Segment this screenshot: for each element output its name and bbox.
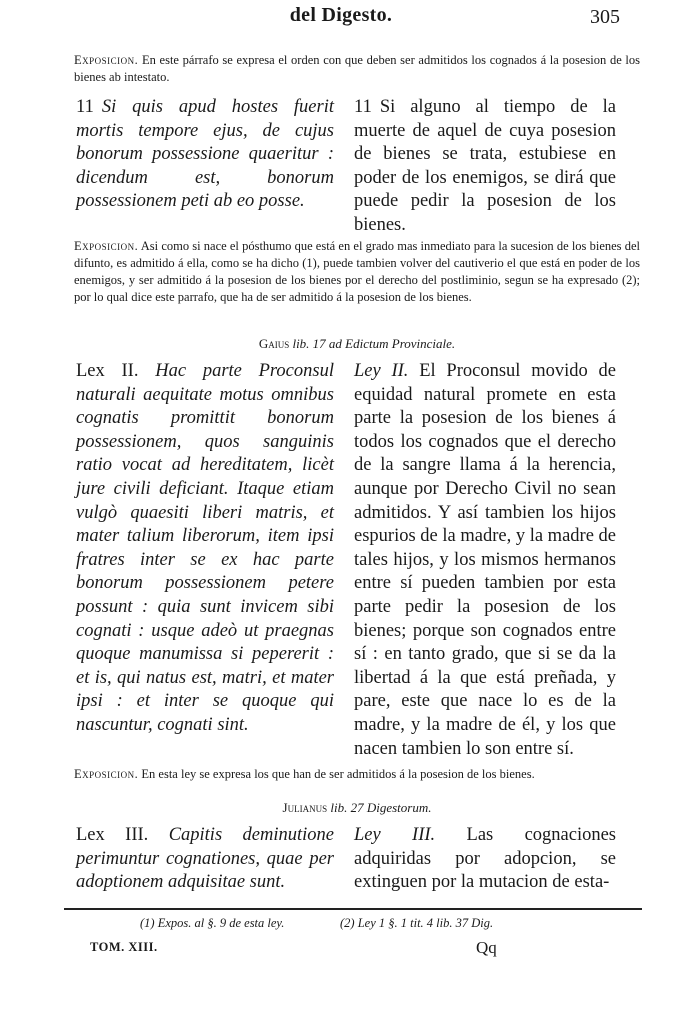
exposicion-3 [74,766,640,783]
latin-lex-2 [76,360,334,738]
exposicion-2 [74,238,640,306]
spanish-ley-3 [354,824,616,895]
reference-author: Gaius [258,336,290,351]
page-number: 305 [590,6,620,28]
ley-heading: Ley II. [354,361,409,381]
footnote-rule [64,908,642,910]
ley-heading: Ley III. [354,825,436,845]
source-reference-gaius [74,336,640,352]
exposicion-label: Exposicion. [74,53,139,67]
latin-lex-3 [76,824,334,895]
spanish-text: Si alguno al tiempo de la muerte de aquel de cuya posesion de bienes se trata, estubiese en poder de los enemigos, se dirá que puede pedir la posesion de los bienes. [354,97,616,235]
reference-work: lib. 17 ad Edictum Provinciale. [292,336,456,351]
exposicion-label: Exposicion. [74,767,139,781]
spanish-text: El Proconsul movido de equidad natural promete en esta parte la posesion de los bienes á todos los cognados que el derecho de la sangre llama á la herencia, aunque por Derecho Civil no sean admitidos. Y así tambien los hijos espurios de la madre, y la madre de tales hijos, y los mismos hermanos entre sí pueden tambien por esta parte pedir la posesion de los bienes; porque son cognados entre sí : en tanto grado, que si se da la libertad á la que está preñada, y pare, este que nace lo es de la madre, y la madre de él, y los que nacen tambien lo son entre sí. [354,361,616,759]
latin-paragraph-11 [76,96,334,214]
latin-text: Capitis deminutione perimuntur cognationes, quae per adoptionem adquisitae sunt. [76,825,334,893]
latin-text: Si quis apud hostes fuerit mortis tempore ejus, de cujus bonorum possessione quaeritur : dicendum est, bonorum possessionem peti ab eo posse. [76,97,334,212]
reference-work: lib. 27 Digestorum. [330,800,432,815]
signature-mark: Qq [476,938,497,957]
reference-author: Julianus [282,800,328,815]
exposicion-text: Asi como si nace el pósthumo que está en el grado mas inmediato para la sucesion de los bienes del difunto, es admitido á ella, como se ha dicho (1), puede tambien volver del cautiverio el que está en poder de los enemigos, y ser admitido á la posesion de los bienes por el derecho del postliminio, segun se ha expresado (2); por lo qual dice este parrafo, que ha de ser admitido á la posesion de los bienes. [74,239,640,304]
exposicion-1 [74,52,640,86]
spanish-ley-2 [354,360,616,761]
spanish-paragraph-11 [354,96,616,238]
lex-heading: Lex II. [76,361,139,381]
exposicion-label: Exposicion. [74,239,139,253]
paragraph-number: 11 [354,97,372,117]
latin-text: Hac parte Proconsul naturali aequitate motus omnibus cognatis promittit bonorum possessionem, quos sanguinis ratio vocat ad hereditatem, licèt jure civili deficiant. Itaque etiam vulgò quaesiti liberi matris, et mater talium liberorum, item ipsi fratres inter se ex hac parte bonorum possessionem petere possunt : quia sunt invicem sibi cognati : usque adeò ut praegnas quoque manumissa si pepererit : et is, qui natus est, matri, et mater ipsi : et inter se quoque qui nascuntur, cognati sint. [76,361,334,735]
lex-heading: Lex III. [76,825,149,845]
source-reference-julianus [74,800,640,816]
tome-label: TOM. XIII. [90,940,158,954]
spanish-text: Las cognaciones adquiridas por adopcion, se extinguen por la mutacion de esta- [354,825,616,893]
running-title: del Digesto. [289,4,393,26]
footnote-1: (1) Expos. al §. 9 de esta ley. [140,916,285,930]
exposicion-text: En este párrafo se expresa el orden con que deben ser admitidos los cognados á la posesion de los bienes ab intestato. [74,53,641,84]
exposicion-text: En esta ley se expresa los que han de ser admitidos á la posesion de los bienes. [141,767,535,781]
footnote-2: (2) Ley 1 §. 1 tit. 4 lib. 37 Dig. [340,916,494,930]
paragraph-number: 11 [76,97,94,117]
